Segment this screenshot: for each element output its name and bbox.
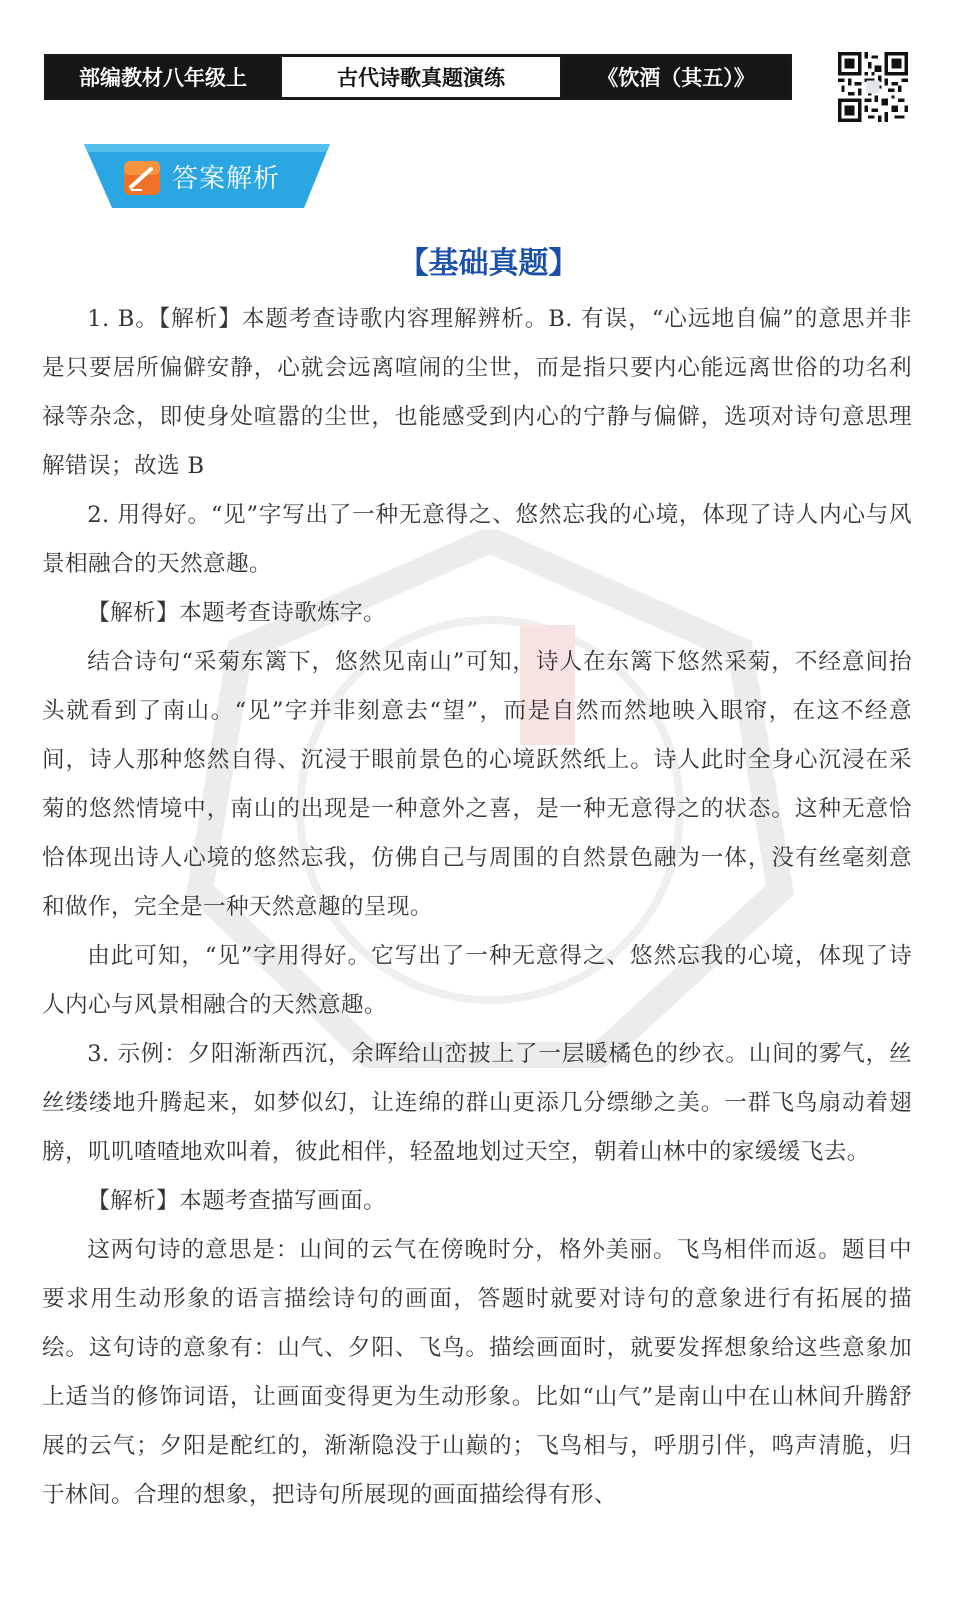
answer-paragraph: 这两句诗的意思是：山间的云气在傍晚时分，格外美丽。飞鸟相伴而返。题目中要求用生动形象的语言描绘诗句的画面，答题时就要对诗句的意象进行有拓展的描绘。这句诗的意象有：山气、夕阳、飞鸟。描绘画面时，就要发挥想象给这些意象加上适当的修饰词语，让画面变得更为生动形象。比如“山气”是南山中在山林间升腾舒展的云气；夕阳是酡红的，渐渐隐没于山巅的；飞鸟相与，呼朋引伴，鸣声清脆，归于林间。合理的想象，把诗句所展现的画面描绘得有形、 [42, 1237, 912, 1508]
header-poem-title: 《饮酒（其五）》 [563, 57, 789, 97]
answer-paragraph: 结合诗句“采菊东篱下，悠然见南山”可知，诗人在东篱下悠然采菊，不经意间抬头就看到了南山。“见”字并非刻意去“望”，而是自然而然地映入眼帘，在这不经意间，诗人那种悠然自得、沉浸于眼前景色的心境跃然纸上。诗人此时全身心沉浸在采菊的悠然情境中，南山的出现是一种意外之喜，是一种无意得之的状态。这种无意恰恰体现出诗人心境的悠然忘我，仿佛自己与周围的自然景色融为一体，没有丝毫刻意和做作，完全是一种天然意趣的呈现。 [42, 649, 912, 920]
banner-label: 答案解析 [172, 164, 281, 194]
answer-paragraph: 由此可知，“见”字用得好。它写出了一种无意得之、悠然忘我的心境，体现了诗人内心与风景相融合的天然意趣。 [42, 943, 912, 1018]
answer-paragraph: 2. 用得好。“见”字写出了一种无意得之、悠然忘我的心境，体现了诗人内心与风景相融合的天然意趣。 [42, 502, 912, 577]
answer-content [42, 295, 912, 1520]
qr-code-icon[interactable] [838, 52, 908, 122]
header-textbook-label: 部编教材八年级上 [47, 57, 279, 97]
pencil-note-icon [122, 159, 164, 197]
section-title: 【基础真题】 [398, 246, 579, 281]
header-section-label: 古代诗歌真题演练 [279, 57, 563, 97]
header-bar [44, 54, 792, 100]
answer-paragraph: 3. 示例：夕阳渐渐西沉，余晖给山峦披上了一层暖橘色的纱衣。山间的雾气，丝丝缕缕地升腾起来，如梦似幻，让连绵的群山更添几分缥缈之美。一群飞鸟扇动着翅膀，叽叽喳喳地欢叫着，彼此相伴，轻盈地划过天空，朝着山林中的家缓缓飞去。 [42, 1041, 912, 1165]
answer-paragraph: 【解析】本题考查诗歌炼字。 [87, 600, 387, 626]
answer-paragraph: 【解析】本题考查描写画面。 [87, 1188, 387, 1214]
answer-paragraph: 1. B。【解析】本题考查诗歌内容理解辨析。B. 有误，“心远地自偏”的意思并非是只要居所偏僻安静，心就会远离喧闹的尘世，而是指只要内心能远离世俗的功名利禄等杂念，即使身处喧嚣的尘世，也能感受到内心的宁静与偏僻，选项对诗句意思理解错误；故选 B [42, 306, 912, 479]
